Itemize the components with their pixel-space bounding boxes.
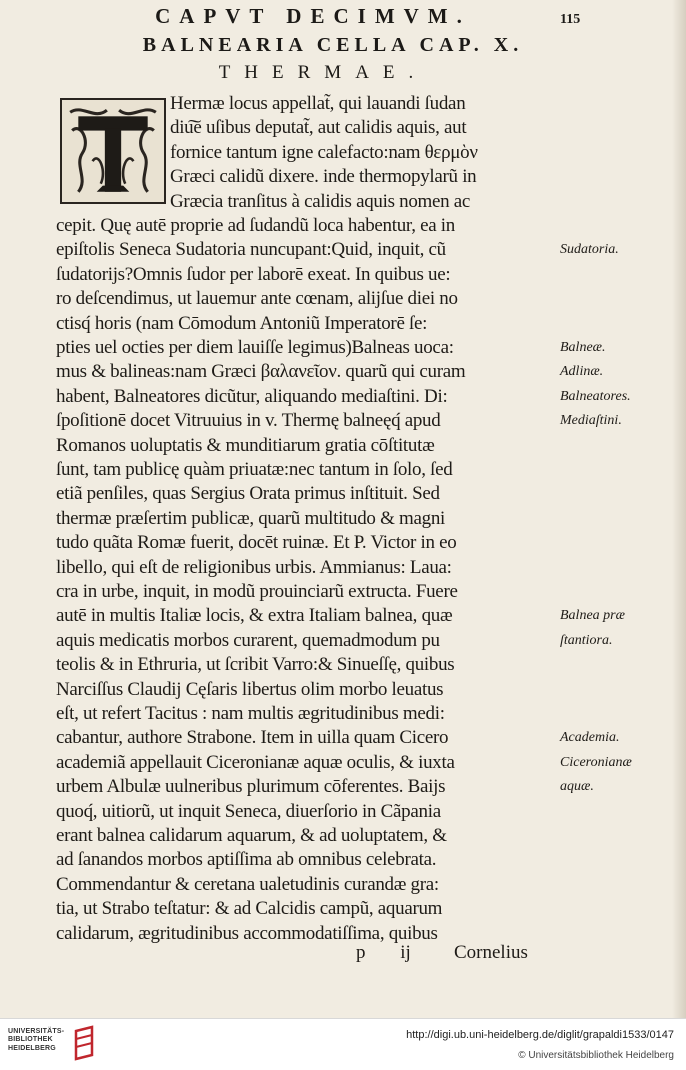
marginal-note: Sudatoria.	[560, 242, 619, 258]
decorated-initial-T	[60, 98, 166, 204]
logo-line-1: UNIVERSITÄTS-	[8, 1028, 65, 1035]
text-line: ctisq́ horis (nam Cōmodum Antoniũ Imperatorē ſe:	[56, 312, 428, 334]
signature-mark: p ij	[356, 942, 411, 963]
text-line: ſunt, tam publicę quàm priuatæ:nec tantum in ſolo, ſed	[56, 459, 453, 480]
text-line: fornice tantum igne calefacto:nam θερμὸν	[170, 141, 478, 163]
viewer-footer	[0, 1018, 686, 1070]
marginal-note: Adlinæ.	[560, 364, 604, 380]
text-line: thermæ præſertim publicæ, quarũ multitudo & magni	[56, 507, 446, 529]
text-line: cepit. Quę autē proprie ad ſudandũ loca habentur, ea in	[56, 215, 455, 236]
page-number: 115	[560, 12, 581, 27]
text-line: academiã appellauit Ciceronianæ aquæ oculis, & iuxta	[56, 751, 455, 773]
text-line: autē in multis Italiæ locis, & extra Italiam balnea, quæ	[56, 605, 453, 627]
marginal-note: Mediaſtini.	[560, 413, 622, 429]
text-line: ro deſcendimus, ut lauemur ante cœnam, alijſue diei no	[56, 288, 458, 310]
text-line: ſudatorijs?Omnis ſudor per laborē exeat. In quibus ue:	[56, 263, 451, 285]
text-line: calidarum, ægritudinibus accommodatiſſima, quibus	[56, 922, 438, 944]
library-logo-icon	[72, 1025, 96, 1063]
text-line: tudo quãta Romæ fuerit, docēt ruinæ. Et P. Victor in eo	[56, 532, 457, 554]
marginal-note: Academia.	[560, 730, 620, 746]
text-line: cabantur, authore Strabone. Item in uilla quam Cicero	[56, 727, 449, 749]
text-line: etiã penſiles, quas Sergius Orata primus inſtituit. Sed	[56, 483, 440, 505]
logo-line-3: HEIDELBERG	[8, 1044, 56, 1052]
running-head: CAPVT DECIMVM.	[155, 4, 471, 28]
marginal-note: Balneatores.	[560, 388, 631, 404]
catchword: Cornelius	[454, 942, 528, 963]
text-line: mus & balineas:nam Græci βαλανεῖον. quarũ qui curam	[56, 361, 466, 383]
text-line: erant balnea calidarum aquarum, & ad uoluptatem, &	[56, 825, 447, 846]
logo-line-2: BIBLIOTHEK	[8, 1036, 53, 1044]
text-line: Græci calidũ dixere. inde thermopylarũ in	[170, 166, 477, 188]
library-logo-text	[8, 1028, 64, 1053]
text-line: tia, ut Strabo teſtatur: & ad Calcidis campũ, aquarum	[56, 898, 443, 920]
text-line: Græcia tranſitus à calidis aquis nomen ac	[170, 190, 471, 212]
text-line: Narciſſus Claudij Cęſaris libertus olim morbo leuatus	[56, 678, 444, 700]
marginal-note: Balnea præ	[560, 608, 625, 624]
section-title: THERMAE.	[218, 62, 428, 83]
decorated-initial-icon	[62, 100, 164, 202]
text-line: quoq́, uitiorũ, ut inquit Seneca, diuerſorio in Cãpania	[56, 800, 441, 822]
text-line: urbem Albulæ uulneribus plurimum cōferentes. Baijs	[56, 776, 446, 798]
text-line: Commendantur & ceretana ualetudinis curandæ gra:	[56, 873, 439, 895]
text-line: libello, qui eſt de religionibus urbis. Ammianus: Laua:	[56, 556, 452, 578]
text-line: ſpoſitionē docet Vitruuius in v. Thermę balneęq́ apud	[56, 410, 441, 432]
marginal-note: aquæ.	[560, 779, 594, 795]
signature-line	[356, 942, 528, 964]
permalink-url[interactable]: http://digi.ub.uni-heidelberg.de/diglit/grapaldi1533/0147	[406, 1029, 674, 1041]
text-line: pties uel octies per diem lauiſſe legimus)Balneas uoca:	[56, 337, 454, 358]
text-line: diu͠e uſibus deputat̃, aut calidis aquis, aut	[170, 117, 467, 139]
text-line: habent, Balneatores dicũtur, aliquando mediaſtini. Di:	[56, 385, 448, 407]
marginal-note: Ciceronianæ	[560, 754, 632, 770]
text-line: aquis medicatis morbos curarent, quemadmodum pu	[56, 629, 440, 651]
marginal-note: ſtantiora.	[560, 632, 613, 648]
copyright-notice: © Universitätsbibliothek Heidelberg	[518, 1050, 674, 1061]
text-line: eſt, ut refert Tacitus : nam multis ægritudinibus medi:	[56, 703, 445, 724]
text-line: epiſtolis Seneca Sudatoria nuncupant:Quid, inquit, cũ	[56, 239, 446, 261]
chapter-title: BALNEARIA CELLA CAP. X.	[142, 34, 524, 56]
text-line: Romanos uoluptatis & munditiarum gratia cōſtitutæ	[56, 434, 435, 456]
text-line: Hermæ locus appellat̃, qui lauandi ſudan	[170, 93, 466, 114]
marginal-note: Balneæ.	[560, 340, 606, 355]
text-line: teolis & in Ethruria, ut ſcribit Varro:& Sinueſſę, quibus	[56, 654, 455, 676]
text-line: ad ſanandos morbos aptiſſima ab omnibus celebrata.	[56, 849, 437, 871]
text-line: cra in urbe, inquit, in modũ prouinciarũ extructa. Fuere	[56, 581, 458, 602]
